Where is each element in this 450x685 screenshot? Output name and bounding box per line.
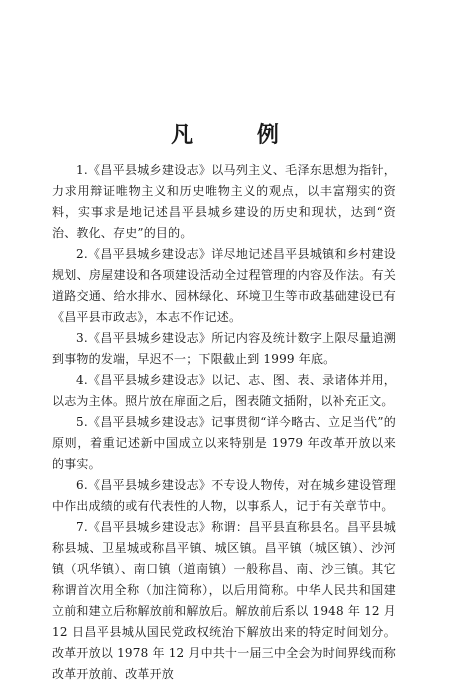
- list-item: 5.《昌平县城乡建设志》记事贯彻“详今略古、立足当代”的原则，着重记述新中国成立以来特别是 1979 年改革开放以来的事实。: [52, 415, 396, 471]
- body-text: [52, 160, 396, 685]
- list-item: 2.《昌平县城乡建设志》详尽地记述昌平县城镇和乡村建设规划、房屋建设和各项建设活动全过程管理的内容及作法。有关道路交通、给水排水、园林绿化、环境卫生等市政基础建设已有《昌平县市政志》，本志不作记述。: [52, 247, 396, 324]
- list-item: 4.《昌平县城乡建设志》以记、志、图、表、录诸体并用，以志为主体。照片放在扉面之后，图表随文插附，以补充正文。: [52, 373, 396, 408]
- list-item: 1.《昌平县城乡建设志》以马列主义、毛泽东思想为指针，力求用辩证唯物主义和历史唯物主义的观点，以丰富翔实的资料，实事求是地记述昌平县城乡建设的历史和现状，达到“资治、教化、存史”的目的。: [52, 163, 396, 240]
- page-title: 凡 例: [171, 122, 307, 148]
- list-item: 6.《昌平县城乡建设志》不专设人物传，对在城乡建设管理中作出成绩的或有代表性的人物，以事系人，记于有关章节中。: [52, 478, 396, 513]
- list-item: 7.《昌平县城乡建设志》称谓：昌平县直称县名。昌平县城称县城、卫星城或称昌平镇、城区镇。昌平镇（城区镇）、沙河镇（巩华镇）、南口镇（道南镇）一般称昌、南、沙三镇。其它称谓首次用全称（加注简称），以后用简称。中华人民共和国建立前和建立后称解放前和解放后。解放前后系以 1948 年 12 月 12 日昌平县城从国民党政权统治下解放出来的特定时间划分。改革开放以 1978 年 12 月中共十一届三中全会为时间界线而称改革开放前、改革开放: [52, 520, 396, 681]
- list-item: 3.《昌平县城乡建设志》所记内容及统计数字上限尽量追溯到事物的发端，早迟不一；下限截止到 1999 年底。: [52, 331, 396, 366]
